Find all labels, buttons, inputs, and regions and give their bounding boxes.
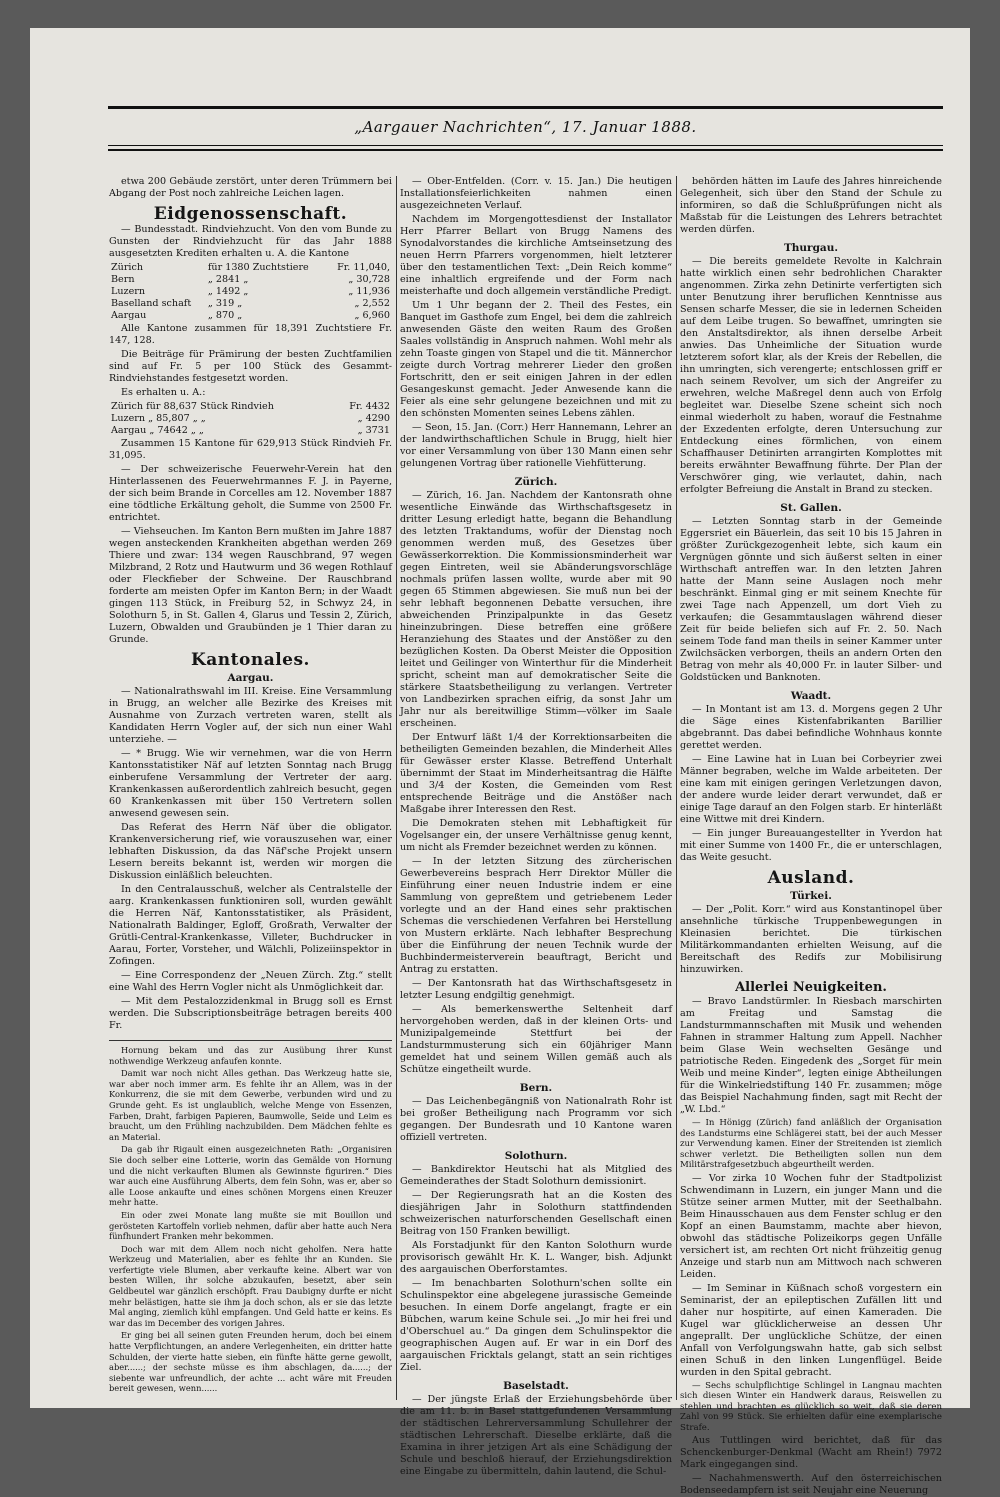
article-text: Aus Tuttlingen wird berichtet, daß für das Schenckenburger-Denkmal (Wacht am Rhein!) 7972 Mark eingegangen sind. [680,1435,942,1470]
article-text: Der Entwurf läßt 1/4 der Korrektionsarbeiten die betheiligten Gemeinden bezahlen, die Minderheit Alles für Gewässer erster Klasse. Betreffend Unterhalt übernimmt der Staat im Minderheitsantrag die Hälfte und 3/4 der Kosten, die Gemeinden vom Rest entsprechende Beiträge und die Anstößer nach Maßgabe ihrer Interessen den Rest. [400,732,672,815]
article-text: — Nationalrathswahl im III. Kreise. Eine Versammlung in Brugg, an welcher alle Bezirke des Kreises mit Ausnahme von Zurzach vertreten waren, stellt als Kandidaten Herrn Vogler auf, der sich nun einer Wahl unterziehe. — [109,686,392,745]
article-text: — Die bereits gemeldete Revolte in Kalchrain hatte wirklich einen sehr bedrohlichen Charakter angenommen. Zirka zehn Detinirte verfertigten sich unter Benutzung ihrer beruflichen Kenntnisse aus Sensen scharfe Messer, die sie in ledernen Scheiden auf dem Leibe trugen. So bewaffnet, umringten sie den Anstaltsdirektor, als ihnen derselbe Arbeit anwies. Das Unheimliche der Situation wurde letzterem sofort klar, als der Kreis der Rebellen, die ihn umringten, sich verengerte; entschlossen griff er nach seinem Revolver, um sich der Angreifer zu erwehren, welche Maßregel denn auch von Erfolg begleitet war. Dieselbe Szene scheint sich noch einmal wiederholt zu haben, worauf die Festnahme der Exzedenten erfolgte, deren Untersuchung zur Entdeckung eines förmlichen, von einem Schaffhauser Detinirten arrangirten Komplottes mit bereits erwähnter Bewaffnung führte. Der Plan der Verschwörer ging, wie verlautet, dahin, nach erfolgter Befreiung die Anstalt in Brand zu stecken. [680,256,942,495]
article-text: — Im benachbarten Solothurn'schen sollte ein Schulinspektor eine abgelegene jurassische Gemeinde besuchen. In einem Dorfe angelangt, fragte er ein Bübchen, warum keine Schule sei. „Jo mir hei frei und d'Oberschuel au.“ Da gingen dem Schulinspektor die geographischen Augen auf. Er war in ein Dorf des aargauischen Fricktals gelangt, statt an sein richtiges Ziel. [400,1278,672,1373]
subsection-heading-aargau: Aargau. [227,672,274,684]
feuilleton-text: Hornung bekam und das zur Ausübung ihrer Kunst nothwendige Werkzeug anfaufen konnte. [109,1045,392,1066]
article-text: behörden hätten im Laufe des Jahres hinreichende Gelegenheit, sich über den Stand der Schule zu informiren, so daß die Schlußprüfungen nicht als Maßstab für die Leistungen des Lehrers betrachtet werden dürfen. [680,176,942,235]
column-3 [680,176,942,1496]
section-heading-kantonales: Kantonales. [191,650,310,670]
table-row: Zürich für 88,637 Stück Rindvieh Fr. 4432 [111,401,390,412]
masthead-bottom-rule [108,145,943,146]
article-text: — Als bemerkenswerthe Seltenheit darf hervorgehoben werden, daß in der kleinen Orts- und Munizipalgemeinde Stettfurt bei der Landsturmmusterung sich ein 60jähriger Mann gemeldet hat und seinem Willen gemäß auch als Schütze eingetheilt wurde. [400,1004,672,1075]
article-text: — Vor zirka 10 Wochen fuhr der Stadtpolizist Schwendimann in Luzern, ein junger Mann und die Stütze seiner armen Mutter, mit der Seethalbahn. Beim Hinausschauen aus dem Fenster schlug er den Kopf an einen Baumstamm, machte aber hievon, obwohl das städtische Polizeikorps gegen Unfälle versichert ist, am rechten Ort nicht frühzeitig genug Anzeige und starb nun am Mittwoch nach schweren Leiden. [680,1172,942,1280]
article-text: Die Beiträge für Prämirung der besten Zuchtfamilien sind auf Fr. 5 per 100 Stück des Gesammt-Rindviehstandes festgesetzt worden. [109,349,392,384]
subsection-heading-zuerich: Zürich. [514,476,558,488]
article-text: — Sechs schulpflichtige Schlingel in Langnau machten sich diesen Winter ein Handwerk daraus, Reiswellen zu stehlen und brachten es glücklich so weit, daß sie deren Zahl von 99 Stück. Sie erhielten dafür eine exemplarische Strafe. [680,1380,942,1433]
feuilleton-text: Doch war mit dem Allem noch nicht geholfen. Nera hatte Werkzeug und Materialien, aber es fehlte ihr an Kunden. Sie verfertigte viele Blumen, aber verkaufte keine. Albert war von besten Willen, ihr solche abzukaufen, besetzt, aber sein Geldbeutel war gänzlich erschöpft. Frau Daubigny durfte er nicht mehr belästigen, hatte sie ihm ja doch schon, als er sie das letzte Mal anging, ziemlich kühl empfangen. Und Geld hatte er keins. Es war das im December des vorigen Jahres. [109,1243,392,1328]
article-text: — * Brugg. Wie wir vernehmen, war die von Herrn Kantonsstatistiker Näf auf letzten Sonntag nach Brugg einberufene Versammlung der Vertreter der aarg. Krankenkassen außerordentlich zahlreich besucht, gegen 60 Krankenkassen mit über 150 Vertretern sollen anwesend gewesen sein. [109,748,392,819]
subsection-heading-thurgau: Thurgau. [783,242,839,254]
article-text: — Mit dem Pestalozzidenkmal in Brugg soll es Ernst werden. Die Subscriptionsbeiträge betragen bereits 400 Fr. [109,996,392,1031]
section-heading-eidgenossenschaft: Eidgenossenschaft. [153,204,348,224]
article-text: — Ein junger Bureauangestellter in Yverdon hat mit einer Summe von 1400 Fr., die er unterschlagen, das Weite gesucht. [680,828,942,863]
subsection-heading-solothurn: Solothurn. [504,1150,568,1162]
article-text: — Bundesstadt. Rindviehzucht. Von den vom Bunde zu Gunsten der Rindviehzucht für das Jahr 1888 ausgesetzten Krediten erhalten u. A. die Kantone [109,224,392,259]
article-text: Es erhalten u. A.: [121,387,206,398]
article-text: Um 1 Uhr begann der 2. Theil des Festes, ein Banquet im Gasthofe zum Engel, bei dem die zahlreich anwesenden Gäste den weiten Raum des Großen Saales vollständig in Anspruch nahmen. Wohl mehr als zehn Toaste gingen von Stapel und die tit. Männerchor zeigte durch Vortrag mehrerer Lieder den großen Fortschritt, den er seit einigen Jahren in der edlen Gesangeskunst gemacht. Jeder Anwesende kann die Feier als eine sehr gelungene bezeichnen und mit zu den schönsten Momenten seines Lebens zählen. [400,300,672,419]
article-text: Alle Kantone zusammen für 18,391 Zuchtstiere Fr. 147, 128. [109,323,392,346]
feuilleton-text: Er ging bei all seinen guten Freunden herum, doch bei einem hatte Verpflichtungen, an andere Verlegenheiten, ein dritter hatte Schulden, der vierte hatte sieben, ein fünfte hätte gerne gewollt, aber......; der sechste müsse es ihm abschlagen, da......; der siebente war unfreundlich, der achte ... acht wäre mit Freuden bereit gewesen, wenn...... [109,1330,392,1394]
masthead-top-rule [108,106,943,109]
article-text: — Seon, 15. Jan. (Corr.) Herr Hannemann, Lehrer an der landwirthschaftlichen Schule in Brugg, hielt hier vor einer Versammlung von über 130 Mann einen sehr gelungenen Vortrag über rationelle Viehfütterung. [400,422,672,469]
article-text: — Letzten Sonntag starb in der Gemeinde Eggersriet ein Bäuerlein, das seit 10 bis 15 Jahren in größter Zurückgezogenheit lebte, sich kaum ein Vergnügen gönnte und sich äußerst selten in einer Wirthschaft antreffen war. In den letzten Jahren hatte der Mann seine Auslagen noch mehr beschränkt. Einmal ging er mit seinem Knechte für zwei Tage nach Appenzell, um dort Vieh zu verkaufen; die Gesammtauslagen während dieser Zeit für beide beliefen sich auf Fr. 2. 50. Nach seinem Tode fand man theils in seiner Kammer unter Zwilchsäcken verborgen, theils an andern Orten den Betrag von mehr als 40,000 Fr. in lauter Silber- und Goldstücken und Banknoten. [680,516,942,683]
table-row: Aargau „ 74642 „ „ „ 3731 [111,425,390,436]
column-divider [676,176,677,1400]
article-text: — Viehseuchen. Im Kanton Bern mußten im Jahre 1887 wegen ansteckenden Krankheiten abgethan werden 269 Thiere und zwar: 134 wegen Rauschbrand, 97 wegen Milzbrand, 2 Rotz und Hautwurm und 36 wegen Rothlauf oder Fleckfieber der Schweine. Der Rauschbrand forderte am meisten Opfer im Kanton Bern; in der Waadt gingen 113 Stück, in Freiburg 52, in Schwyz 24, in Solothurn 5, in St. Gallen 4, Glarus und Tessin 2, Zürich, Luzern, Obwalden und Graubünden je 1 Thier daran zu Grunde. [109,526,392,645]
column-1 [109,176,392,1038]
table-row: Zürich für 1380 Zuchtstiere Fr. 11,040, [111,262,390,273]
article-text: — Bankdirektor Heutschi hat als Mitglied des Gemeinderathes der Stadt Solothurn demissionirt. [400,1164,672,1187]
subsection-heading-waadt: Waadt. [790,690,832,702]
article-text: — In Hönigg (Zürich) fand anläßlich der Organisation des Landsturms eine Schlägerei statt, bei der auch Messer zur Verwendung kamen. Einer der Streitenden ist ziemlich schwer verletzt. Die Betheiligten sollen nun dem Militärstrafgesetzbuch abgeurtheilt werden. [680,1118,942,1170]
masthead-bottom-rule-2 [108,149,943,151]
article-text: Das Referat des Herrn Näf über die obligator. Krankenversicherung rief, wie vorauszusehen war, einer lebhaften Diskussion, da das Näf'sche Projekt unsern Lesern bereits bekannt ist, werden wir morgen die Diskussion einläßlich beleuchten. [109,822,392,881]
article-text: — Ober-Entfelden. (Corr. v. 15. Jan.) Die heutigen Installationsfeierlichkeiten nahmen einen ausgezeichneten Verlauf. [400,176,672,211]
article-text: — Eine Lawine hat in Luan bei Corbeyrier zwei Männer begraben, welche im Walde arbeiteten. Der eine kam mit einigen geringen Verletzungen davon, der andere wurde leider derart verwundet, daß er einige Tage darauf an den Folgen starb. Er hinterläßt eine Wittwe mit drei Kindern. [680,754,942,825]
section-heading-ausland: Ausland. [767,868,855,888]
feuilleton-text: Ein oder zwei Monate lang mußte sie mit Bouillon und gerösteten Kartoffeln vorlieb nehmen, dafür aber hatte auch Nera fünfhundert Franken mehr bekommen. [109,1209,392,1242]
article-text: Zusammen 15 Kantone für 629,913 Stück Rindvieh Fr. 31,095. [109,438,392,461]
article-text: — Im Seminar in Küßnach schoß vorgestern ein Seminarist, der an epileptischen Zufällen litt und daher nur hospitirte, auf einen Kameraden. Die Kugel war glücklicherweise an dessen Uhr angeprallt. Der unglückliche Schütze, der einen Anfall von Verfolgungswahn hatte, gab sich selbst einen Schuß in den linken Lungenflügel. Beide wurden in den Spital gebracht. [680,1282,942,1378]
subsection-heading-tuerkei: Türkei. [790,890,832,902]
article-text: — In Montant ist am 13. d. Morgens gegen 2 Uhr die Säge eines Kistenfabrikanten Barillier abgebrannt. Das dabei befindliche Wohnhaus konnte gerettet werden. [680,704,942,751]
article-text: — Das Leichenbegängniß von Nationalrath Rohr ist bei großer Betheiligung nach Programm vor sich gegangen. Der Bundesrath und 10 Kantone waren offiziell vertreten. [400,1096,672,1143]
table-row: Baselland schaft „ 319 „ „ 2,552 [111,298,390,309]
column-divider [396,176,397,1400]
table-row: Luzern „ 1492 „ „ 11,936 [111,286,390,297]
feuilleton-divider [109,1040,392,1041]
article-text: — Der Regierungsrath hat an die Kosten des diesjährigen Jahr in Solothurn stattfindenden schweizerischen naturforschenden Gesellschaft einen Beitrag von 150 Franken bewilligt. [400,1190,672,1237]
article-text: In den Centralausschuß, welcher als Centralstelle der aarg. Krankenkassen funktioniren soll, wurden gewählt die Herren Näf, Kantonsstatistiker, als Präsident, Nationalrath Baldinger, Egloff, Großrath, Verwalter der Grütli-Central-Krankenkasse, Villeter, Buchdrucker in Aarau, Forter, Vorsteher, und Wälchli, Polizeiinspektor in Zofingen. [109,884,392,967]
section-heading-neuigkeiten: Allerlei Neuigkeiten. [735,980,887,995]
article-text: — Nachahmenswerth. Auf den österreichischen Bodenseedampfern ist seit Neujahr eine Neuerung [680,1473,942,1496]
article-text: — Der Kantonsrath hat das Wirthschaftsgesetz in letzter Lesung endgiltig genehmigt. [400,978,672,1001]
table-row: Luzern „ 85,807 „ „ „ 4290 [111,413,390,424]
article-text: Die Demokraten stehen mit Lebhaftigkeit für Vogelsanger ein, der unsere Verhältnisse genug kennt, um nicht als Fremder bezeichnet werden zu können. [400,818,672,853]
article-text: — Der jüngste Erlaß der Erziehungsbehörde über die am 11. b. in Basel stattgefundenen Versammlung der städtischen Lehrerversammlung Schullehrer der städtischen Lehrerschaft. Dieselbe erklärte, daß die Examina in ihrer jetzigen Art als eine Schädigung der Schule und beschloß hierauf, der Erziehungsdirektion eine Eingabe zu übermitteln, dahin lautend, die Schul- [400,1394,672,1477]
article-text: Nachdem im Morgengottesdienst der Installator Herr Pfarrer Bellart von Brugg Namens des Synodalvorstandes die kirchliche Amtseinsetzung des neuen Herrn Pfarrers vorgenommen, hielt letzterer über den testamentlichen Text: „Dein Reich komme“ eine inhaltlich ergreifende und der Form nach meisterhafte und doch allgemein verständliche Predigt. [400,214,672,297]
article-text: Als Forstadjunkt für den Kanton Solothurn wurde provisorisch gewählt Hr. K. L. Wanger, bish. Adjunkt des aargauischen Oberforstamtes. [400,1240,672,1275]
stats-table-zuchtstiere [109,262,392,322]
subsection-heading-baselstadt: Baselstadt. [503,1380,569,1392]
column-2 [400,176,672,1477]
article-text: — Zürich, 16. Jan. Nachdem der Kantonsrath ohne wesentliche Einwände das Wirthschaftsgesetz in dritter Lesung erledigt hatte, begann die Behandlung des letzten Traktandums, wofür der Dienstag noch genommen werden muß, des Gesetzes über Gewässerkorrektion. Die Kommissionsminderheit war gegen Eintreten, weil sie Abänderungsvorschläge nochmals prüfen lassen wollte, wurde aber mit 90 gegen 65 Stimmen abgewiesen. Sie muß nun bei der sehr lebhaft begonnenen Debatte versuchen, ihre abweichenden Prinzipalpunkte in das Gesetz hineinzubringen. Diese betreffen eine größere Heranziehung des Staates und der Anstößer zu den bezüglichen Kosten. Da Oberst Meister die Opposition leitet und Geilinger von Winterthur für die Minderheit spricht, scheint man auf demokratischer Seite die stärkere Staatsbetheiligung zu verlangen. Vertreter von Landbezirken sprachen eifrig, da sonst Jahr um Jahr nur als bereitwillige Stimm—völker im Saale erscheinen. [400,490,672,729]
subsection-heading-bern: Bern. [519,1082,553,1094]
subsection-heading-st-gallen: St. Gallen. [780,502,842,514]
feuilleton-text: Damit war noch nicht Alles gethan. Das Werkzeug hatte sie, war aber noch immer arm. Es fehlte ihr an Allem, was in der Konkurrenz, die sie mit dem Gewerbe, verbunden wird und zu Grunde geht. Es ist unglaublich, welche Menge von Essenzen, Farben, Draht, farbigen Papieren, Baumwolle, Seide und Leim es braucht, um den Frühling nachzubilden. Dem Mädchen fehlte es an Material. [109,1068,392,1142]
article-text: — In der letzten Sitzung des zürcherischen Gewerbevereins besprach Herr Direktor Müller die Einführung einer neuen Industrie indem er eine Sammlung von gepreßtem und getriebenem Leder vorlegte und an der Hand eines sehr praktischen Schemas die verschiedenen Verfahren bei Herstellung von Mustern erklärte. Nach lebhafter Besprechung über die Einführung der neuen Technik wurde der Buchbindermeisterverein beauftragt, Bericht und Antrag zu erstatten. [400,856,672,975]
table-row: Bern „ 2841 „ „ 30,728 [111,274,390,285]
feuilleton-column [109,1045,392,1400]
masthead-title: „Aargauer Nachrichten“, 17. Januar 1888. [354,118,697,136]
article-text: — Eine Correspondenz der „Neuen Zürch. Ztg.“ stellt eine Wahl des Herrn Vogler nicht als Unmöglichkeit dar. [109,970,392,993]
article-text: etwa 200 Gebäude zerstört, unter deren Trümmern bei Abgang der Post noch zahlreiche Leichen lagen. [109,176,392,199]
article-text: — Bravo Landstürmler. In Riesbach marschirten am Freitag und Samstag die Landsturmmannschaften mit Musik und wehenden Fahnen in strammer Haltung zum Appell. Nachher beim Glase Wein wechselten Gesänge und patriotische Reden. Eingedenk des „Sorget für mein Weib und meine Kinder“, legten einige Abtheilungen für die Winkelriedstiftung 140 Fr. zusammen; möge das Beispiel Nachahmung finden, sagt mit Recht der „W. Lbd.“ [680,996,942,1115]
table-row: Aargau „ 870 „ „ 6,960 [111,310,390,321]
newspaper-page [30,28,970,1496]
article-text: — Der „Polit. Korr.“ wird aus Konstantinopel über ansehnliche türkische Truppenbewegungen in Kleinasien berichtet. Die türkischen Militärkommandanten erhielten Weisung, auf die Bereitschaft des Redifs zur Mobilisirung hinzuwirken. [680,904,942,975]
stats-table-rindvieh [109,401,392,437]
article-text: — Der schweizerische Feuerwehr-Verein hat den Hinterlassenen des Feuerwehrmannes F. J. in Payerne, der sich beim Brande in Corcelles am 12. November 1887 eine tödtliche Erkältung geholt, die Summe von 2500 Fr. entrichtet. [109,464,392,523]
feuilleton-text: Da gab ihr Rigault einen ausgezeichneten Rath: „Organisiren Sie doch selber eine Lotterie, worin das Gemälde von Hornung und die nicht verkauften Blumen als Gewinnste figuriren.“ Dies war auch eine Ausführung Alberts, dem fein Sohn, was er, aber so alle Loose ankaufte und eines schönen Morgens einen Kreuzer mehr hatte. [109,1144,392,1208]
